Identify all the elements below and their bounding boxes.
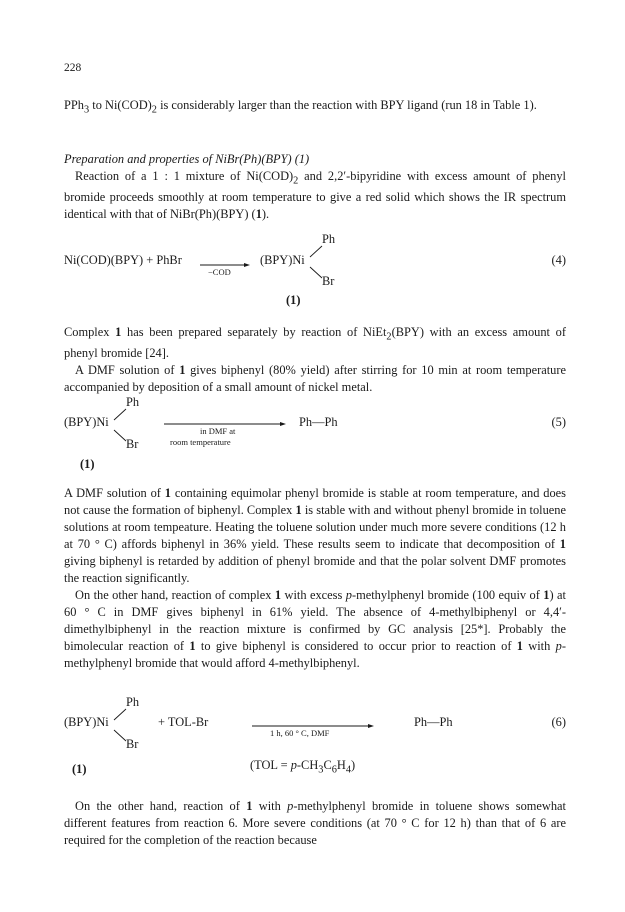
equation-5	[64, 395, 566, 471]
eq4-arrow-label: −COD	[208, 267, 231, 277]
eq6-label: (1)	[72, 762, 87, 776]
section-title: Preparation and properties of NiBr(Ph)(BPY) (1)	[64, 152, 310, 166]
paragraph-toluene: On the other hand, reaction of 1 with p-methylphenyl bromide in toluene shows somewhat different features from reaction 6. More severe conditions (at 70 ° C for 12 h) than that of 6 are required for the completion of the reaction because	[64, 799, 566, 847]
eq5-number: (5)	[551, 415, 566, 429]
eq5-br: Br	[126, 437, 139, 451]
eq4-compound-label: (1)	[286, 293, 301, 307]
eq4-number: (4)	[551, 253, 566, 267]
eq6-number: (6)	[551, 715, 566, 729]
eq4-ph: Ph	[322, 232, 336, 246]
eq5-reactant: (BPY)Ni	[64, 415, 109, 429]
eq5-arrow-label-1: in DMF at	[200, 426, 236, 436]
eq6-reactant: (BPY)Ni	[64, 715, 109, 729]
section-preparation	[64, 151, 566, 223]
eq4-reactants: Ni(COD)(BPY) + PhBr	[64, 253, 182, 267]
eq6-product: Ph—Ph	[414, 715, 453, 729]
paragraph-stability: A DMF solution of 1 containing equimolar phenyl bromide is stable at room temperature, and does not cause the formation of biphenyl. Complex 1 is stable with and without phenyl bromide in toluene solutions at room tempeature. Heating the toluene solution under much more severe conditions (12 h at 70 ° C) affords biphenyl in 36% yield. These results seem to indicate that decomposition of 1 giving biphenyl is retarded by addition of phenyl bromide and that the polar solvent DMF promotes the reaction significantly. On the other hand, reaction of complex 1 with excess p-methylphenyl bromide (100 equiv of 1) at 60 ° C in DMF gives biphenyl in 61% yield. The absence of 4-methylbiphenyl or 4,4′-dimethylbiphenyl in the reaction mixture is confirmed by GC analysis [25*]. Probably the bimolecular reaction of 1 to give biphenyl is considered to occur prior to reaction of 1 with p-methylphenyl bromide that would afford 4-methylbiphenyl.	[64, 486, 567, 670]
equation-6	[64, 697, 566, 777]
eq6-ph: Ph	[126, 695, 140, 709]
eq5-product: Ph—Ph	[299, 415, 338, 429]
eq6-arrow-label: 1 h, 60 ° C, DMF	[270, 728, 330, 738]
paragraph-complex: Complex 1 has been prepared separately by reaction of NiEt$_2$(BPY) with an excess amount of phenyl bromide [24]. A DMF solution of 1 gives biphenyl (80% yield) after stirring for 10 min at room temperature accompanied by deposition of a small amount of nickel metal.	[64, 325, 566, 395]
page-number: 228	[64, 62, 82, 74]
eq6-br: Br	[126, 737, 139, 751]
eq6-reagent: + TOL-Br	[158, 715, 209, 729]
eq4-br: Br	[322, 274, 335, 288]
eq4-product: (BPY)Ni	[260, 253, 305, 267]
eq5-ph: Ph	[126, 395, 140, 409]
paragraph-reaction: Reaction of a 1 : 1 mixture of $Ni(COD)_2$ and 2,2′-bipyridine with excess amount of phenyl bromide proceeds smoothly at room temperature to give a red solid which shows the IR spectrum identical with that of NiBr(Ph)(BPY) (1).	[64, 169, 566, 222]
eq5-label: (1)	[80, 457, 95, 471]
eq5-arrow-label-2: room temperature	[170, 437, 231, 447]
paragraph-continuation: PPh$_3$ to $Ni(COD)_2$ is considerably larger than the reaction with BPY ligand (run 18 in Table 1).	[64, 98, 537, 116]
eq6-tol-definition: $(TOL = p-CH_3C_6H_4)$	[250, 758, 356, 776]
paragraph-methylphenyl: On the other hand, reaction of complex 1 with excess p-methylphenyl bromide (100 equiv of 1) at 60 ° C in DMF gives biphenyl in 61% yield. The absence of 4-methylbiphenyl or 4,4′-dimethylbiphenyl in the reaction mixture is confirmed by GC analysis [25*]. Probably the bimolecular reaction of 1 to give biphenyl is considered to occur prior to reaction of 1 with p-methylphenyl bromide that would afford 4-methylbiphenyl.	[64, 588, 566, 670]
